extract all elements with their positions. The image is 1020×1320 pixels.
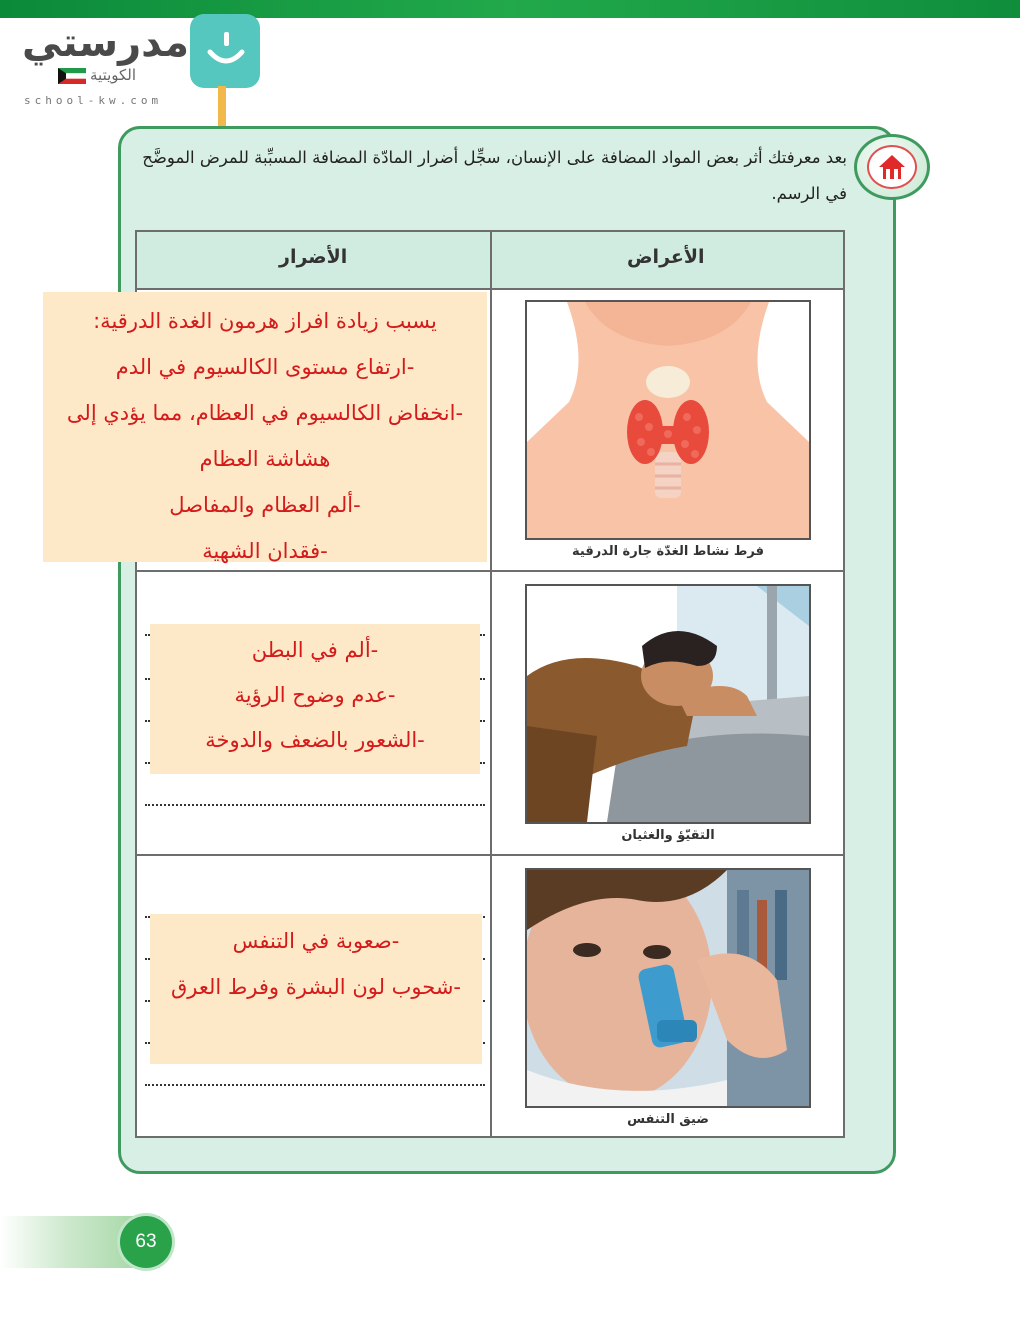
answer-line-text: يسبب زيادة افراز هرمون الغدة الدرقية:	[93, 309, 437, 333]
breathing-illustration	[525, 868, 811, 1108]
answer-line-text: -انخفاض الكالسيوم في العظام، مما يؤدي إلى	[66, 401, 464, 425]
column-divider	[490, 232, 492, 1136]
nausea-illustration	[525, 584, 811, 824]
page-number: 63	[120, 1216, 172, 1268]
answer-line	[145, 804, 485, 806]
answer-line-text: -عدم وضوح الرؤية	[234, 683, 396, 707]
answer-note-row3	[150, 914, 482, 1064]
site-logo[interactable]	[18, 10, 268, 130]
answer-line-text: -ألم العظام والمفاصل	[169, 493, 361, 517]
row3-caption: ضيق التنفس	[627, 1112, 709, 1127]
header-harms: الأضرار	[279, 246, 348, 268]
answer-line-text: -صعوبة في التنفس	[232, 929, 400, 953]
home-badge	[854, 134, 930, 200]
logo-stick	[218, 86, 226, 128]
thyroid-illustration	[525, 300, 811, 540]
answer-line-text: -فقدان الشهية	[202, 539, 328, 563]
logo-country: الكويتية	[90, 66, 137, 84]
exercise-instructions: بعد معرفتك أثر بعض المواد المضافة على الإنسان، سجِّل أضرار المادّة المضافة المسبِّبة للمرض الموضَّح في الرسم.	[142, 148, 847, 203]
answer-line-text: -ارتفاع مستوى الكالسيوم في الدم	[115, 355, 415, 379]
row2-caption: التقيّؤ والغثيان	[621, 828, 715, 843]
logo-face-icon	[204, 26, 248, 76]
header-symptoms: الأعراض	[627, 246, 705, 268]
row1-caption: فرط نشاط الغدّة جارة الدرقية	[572, 544, 764, 559]
kuwait-flag-icon	[58, 68, 86, 84]
answer-note-row2	[150, 624, 480, 774]
answer-line-text: -ألم في البطن	[251, 638, 379, 662]
answer-line-text: -شحوب لون البشرة وفرط العرق	[170, 975, 462, 999]
answer-note-row1	[43, 292, 487, 562]
answer-line	[145, 1084, 485, 1086]
logo-name: مدرستي	[22, 20, 190, 66]
row-divider	[137, 854, 843, 856]
logo-url: school-kw.com	[24, 94, 163, 107]
answer-line-text: هشاشة العظام	[199, 447, 331, 471]
answer-line-text: -الشعور بالضعف والدوخة	[205, 728, 425, 752]
home-icon	[877, 153, 907, 181]
